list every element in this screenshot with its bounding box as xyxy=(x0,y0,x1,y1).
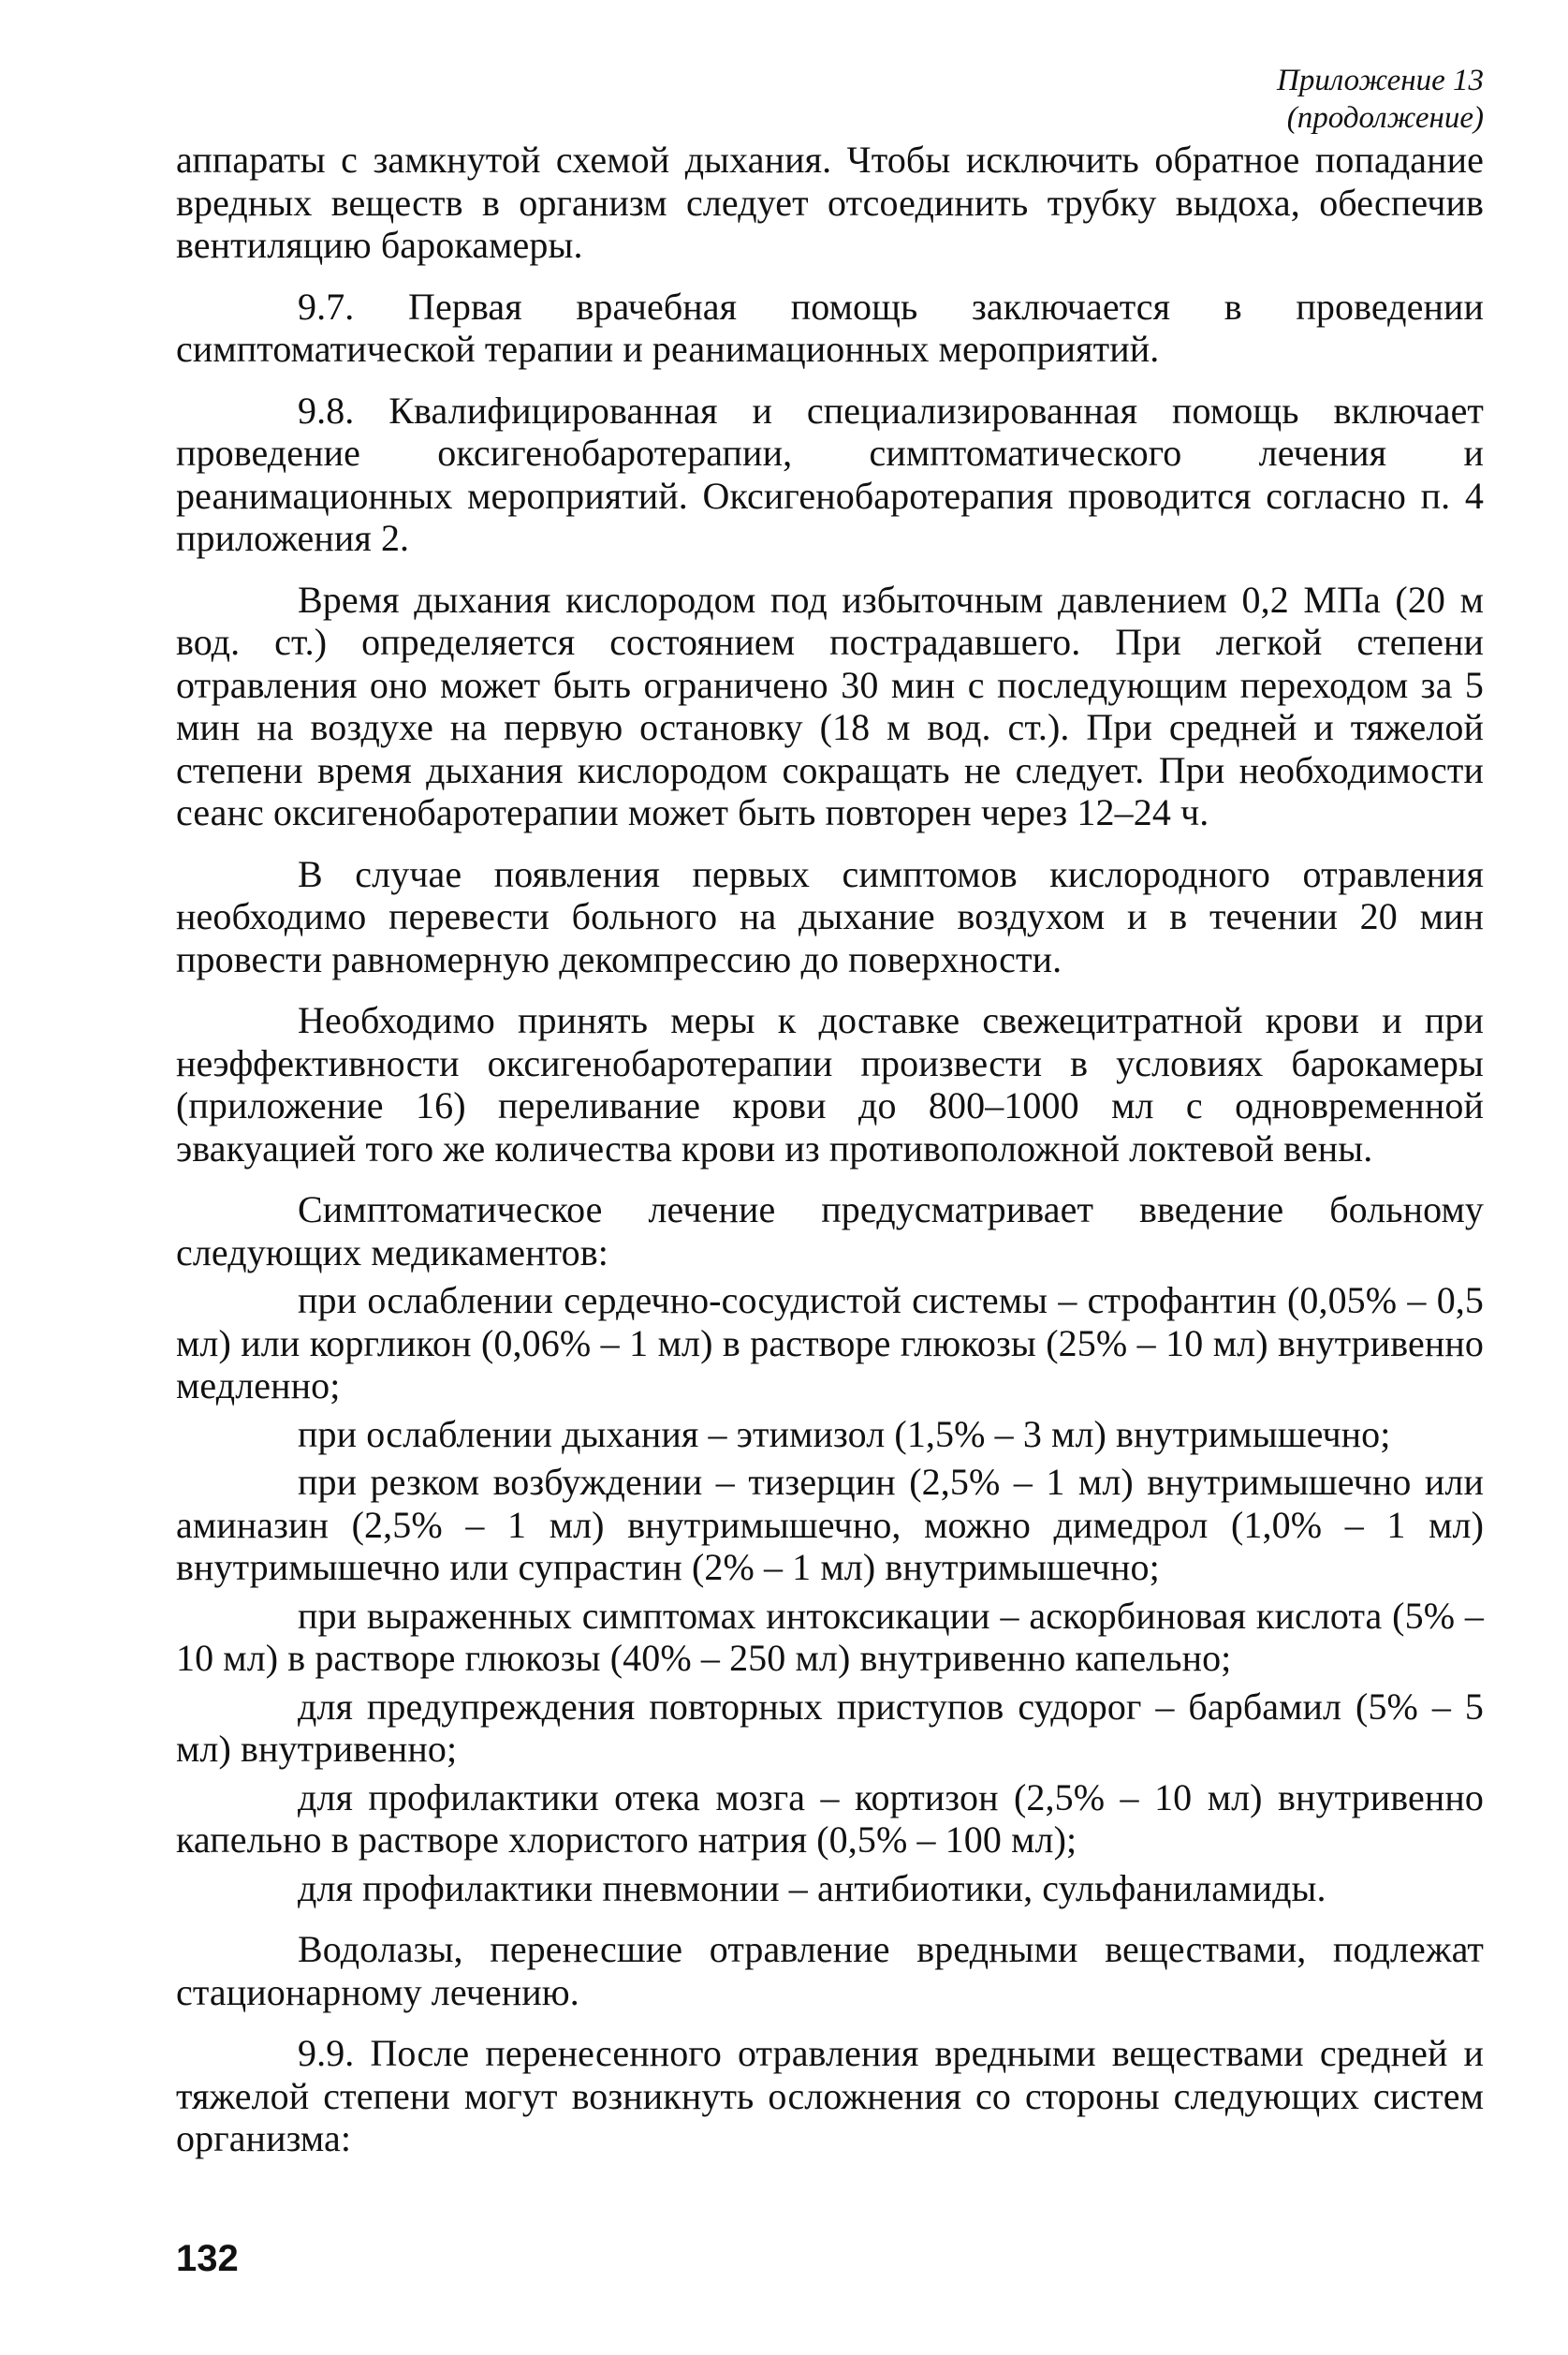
list-item: для профилактики пневмонии – антибиотики, сульфаниламиды. xyxy=(298,1866,1326,1909)
paragraph-9-9: 9.9. После перенесенного отравления вредными веществами средней и тяжелой степени могут возникнуть осложнения со стороны следующих систем организма: xyxy=(176,2032,1484,2159)
paragraph-9-7: 9.7. Первая врачебная помощь заключается в проведении симптоматической терапии и реанимационных мероприятий. xyxy=(176,285,1484,370)
paragraph-blood-transfusion: Необходимо принять меры к доставке свежецитратной крови и при неэффективности оксигенобаротерапии произвести в условиях барокамеры (приложение 16) переливание крови до 800–1000 мл с одновременной эвакуацией того же количества крови из противоположной локтевой вены. xyxy=(176,999,1484,1170)
paragraph-symptomatic-treatment: Симптоматическое лечение предусматривает введение больному следующих медикаментов: xyxy=(176,1188,1484,1273)
paragraph-9-8: 9.8. Квалифицированная и специализированная помощь включает проведение оксигенобаротерапии, симптоматического лечения и реанимационных мероприятий. Оксигенобаротерапия проводится согласно п. 4 приложения 2. xyxy=(176,389,1484,559)
appendix-continuation: (продолжение) xyxy=(1286,101,1484,135)
paragraph-hospital-treatment: Водолазы, перенесшие отравление вредными веществами, подлежат стационарному лечению. xyxy=(176,1928,1484,2013)
list-item: при ослаблении дыхания – этимизол (1,5% – 3 мл) внутримышечно; xyxy=(298,1412,1391,1455)
paragraph-oxygen-time: Время дыхания кислородом под избыточным давлением 0,2 МПа (20 м вод. ст.) определяется состоянием пострадавшего. При легкой степени отравления оно может быть ограничено 30 мин с последующим переходом за 5 мин на воздухе на первую остановку (18 м вод. ст.). При средней и тяжелой степени время дыхания кислородом сокращать не следует. При необходимости сеанс оксигенобаротерапии может быть повторен через 12–24 ч. xyxy=(176,578,1484,833)
page-number: 132 xyxy=(176,2238,239,2279)
page-header xyxy=(1277,62,1484,137)
list-item: при выраженных симптомах интоксикации – аскорбиновая кислота (5% – 10 мл) в растворе глюкозы (40% – 250 мл) внутривенно капельно; xyxy=(176,1594,1484,1679)
list-item: при резком возбуждении – тизерцин (2,5% – 1 мл) внутримышечно или аминазин (2,5% – 1 мл) внутримышечно, можно димедрол (1,0% – 1 мл) внутримышечно или супрастин (2% – 1 мл) внутримышечно; xyxy=(176,1461,1484,1588)
list-item: для профилактики отека мозга – кортизон (2,5% – 10 мл) внутривенно капельно в растворе хлористого натрия (0,5% – 100 мл); xyxy=(176,1775,1484,1861)
appendix-title: Приложение 13 xyxy=(1277,64,1484,97)
paragraph-oxygen-poisoning: В случае появления первых симптомов кислородного отравления необходимо перевести больного на дыхание воздухом и в течении 20 мин провести равномерную декомпрессию до поверхности. xyxy=(176,852,1484,980)
list-item: при ослаблении сердечно-сосудистой системы – строфантин (0,05% – 0,5 мл) или коргликон (0,06% – 1 мл) в растворе глюкозы (25% – 10 мл) внутривенно медленно; xyxy=(176,1279,1484,1406)
paragraph-continuation: аппараты с замкнутой схемой дыхания. Чтобы исключить обратное попадание вредных веществ в организм следует отсоединить трубку выдоха, обеспечив вентиляцию барокамеры. xyxy=(176,139,1484,266)
page-body xyxy=(176,139,1484,2160)
list-item: для предупреждения повторных приступов судорог – барбамил (5% – 5 мл) внутривенно; xyxy=(176,1685,1484,1770)
